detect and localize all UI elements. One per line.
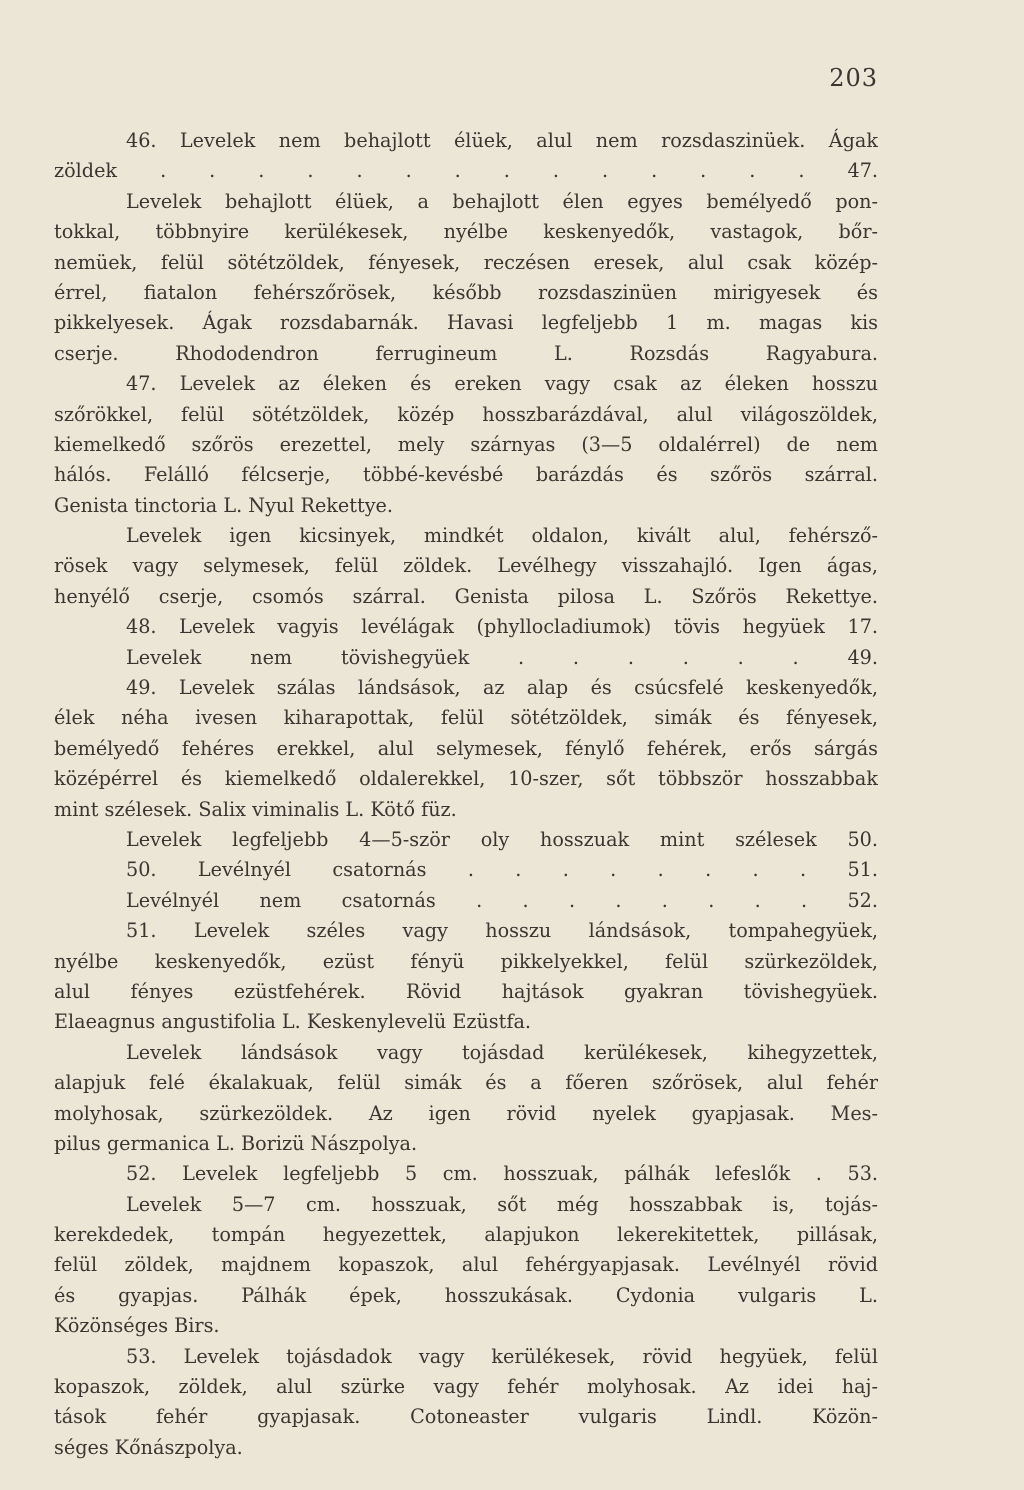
text-line: nyélbe keskenyedők, ezüst fényü pikkelyekkel, felül szürkezöldek, <box>54 949 878 973</box>
text-line: Levelek nem tövishegyüek . . . . . . 49. <box>126 645 878 669</box>
text-line: henyélő cserje, csomós szárral. Genista pilosa L. Szőrös Rekettye. <box>54 584 878 608</box>
text-line: pikkelyesek. Ágak rozsdabarnák. Havasi legfeljebb 1 m. magas kis <box>54 311 878 335</box>
page-number: 203 <box>829 64 878 92</box>
text-line: felül zöldek, majdnem kopaszok, alul fehérgyapjasak. Levélnyél rövid <box>54 1253 878 1277</box>
text-line: 47. Levelek az éleken és ereken vagy csak az éleken hosszu <box>126 372 878 396</box>
text-line: Levélnyél nem csatornás . . . . . . . . 52. <box>126 888 878 912</box>
text-line: Levelek behajlott élüek, a behajlott élen egyes bemélyedő pon- <box>126 189 878 213</box>
text-line: cserje. Rhododendron ferrugineum L. Rozsdás Ragyabura. <box>54 341 878 365</box>
text-line: szőrökkel, felül sötétzöldek, közép hosszbarázdával, alul világoszöldek, <box>54 402 878 426</box>
body-text <box>54 126 878 1463</box>
text-line: bemélyedő fehéres erekkel, alul selymesek, fénylő fehérek, erős sárgás <box>54 736 878 760</box>
text-line: zöldek . . . . . . . . . . . . . . 47. <box>54 159 878 183</box>
text-line: 49. Levelek szálas lándsások, az alap és csúcsfelé keskenyedők, <box>126 676 878 700</box>
text-line: 48. Levelek vagyis levélágak (phyllocladiumok) tövis hegyüek 17. <box>126 615 878 639</box>
text-line: pilus germanica L. Borizü Nászpolya. <box>54 1131 418 1155</box>
text-line: kiemelkedő szőrös erezettel, mely szárnyas (3—5 oldalérrel) de nem <box>54 432 878 456</box>
text-line: rösek vagy selymesek, felül zöldek. Levélhegy visszahajló. Igen ágas, <box>54 554 878 578</box>
text-line: mint szélesek. Salix viminalis L. Kötő füz. <box>54 797 457 821</box>
text-line: és gyapjas. Pálhák épek, hosszukásak. Cydonia vulgaris L. <box>54 1283 878 1307</box>
text-line: alul fényes ezüstfehérek. Rövid hajtások gyakran tövishegyüek. <box>54 979 878 1003</box>
text-line: Levelek 5—7 cm. hosszuak, sőt még hosszabbak is, tojás- <box>126 1192 878 1216</box>
text-line: 51. Levelek széles vagy hosszu lándsások, tompahegyüek, <box>126 919 878 943</box>
text-line: Elaeagnus angustifolia L. Keskenylevelü Ezüstfa. <box>54 1010 532 1034</box>
text-line: Levelek legfeljebb 4—5-ször oly hosszuak mint szélesek 50. <box>126 827 878 851</box>
text-line: séges Kőnászpolya. <box>54 1435 243 1459</box>
text-line: 50. Levélnyél csatornás . . . . . . . . 51. <box>126 858 878 882</box>
text-line: élek néha ivesen kiharapottak, felül sötétzöldek, simák és fényesek, <box>54 706 878 730</box>
text-line: tokkal, többnyire kerülékesek, nyélbe keskenyedők, vastagok, bőr- <box>54 220 878 244</box>
text-line: Genista tinctoria L. Nyul Rekettye. <box>54 493 393 517</box>
text-line: 46. Levelek nem behajlott élüek, alul nem rozsdaszinüek. Ágak <box>126 129 878 152</box>
text-line: molyhosak, szürkezöldek. Az igen rövid nyelek gyapjasak. Mes- <box>54 1101 878 1125</box>
text-line: Közönséges Birs. <box>54 1314 220 1338</box>
text-line: nemüek, felül sötétzöldek, fényesek, reczésen eresek, alul csak közép- <box>54 250 878 274</box>
text-line: középérrel és kiemelkedő oldalerekkel, 10-szer, sőt többször hosszabbak <box>54 767 878 791</box>
text-line: kopaszok, zöldek, alul szürke vagy fehér molyhosak. Az idei haj- <box>54 1375 878 1399</box>
text-line: tások fehér gyapjasak. Cotoneaster vulgaris Lindl. Közön- <box>54 1405 878 1429</box>
text-line: 52. Levelek legfeljebb 5 cm. hosszuak, pálhák lefeslők . 53. <box>126 1162 878 1186</box>
text-line: alapjuk felé ékalakuak, felül simák és a főeren szőrösek, alul fehér <box>54 1071 878 1095</box>
text-line: 53. Levelek tojásdadok vagy kerülékesek, rövid hegyüek, felül <box>126 1344 878 1368</box>
text-line: kerekdedek, tompán hegyezettek, alapjukon lekerekitettek, pillásak, <box>54 1223 878 1247</box>
text-line: hálós. Felálló félcserje, többé-kevésbé barázdás és szőrös szárral. <box>54 463 878 487</box>
text-line: érrel, fiatalon fehérszőrösek, később rozsdaszinüen mirigyesek és <box>54 280 878 304</box>
text-line: Levelek igen kicsinyek, mindkét oldalon, kivált alul, fehérsző- <box>126 524 878 548</box>
text-line: Levelek lándsások vagy tojásdad kerülékesek, kihegyzettek, <box>126 1040 878 1064</box>
